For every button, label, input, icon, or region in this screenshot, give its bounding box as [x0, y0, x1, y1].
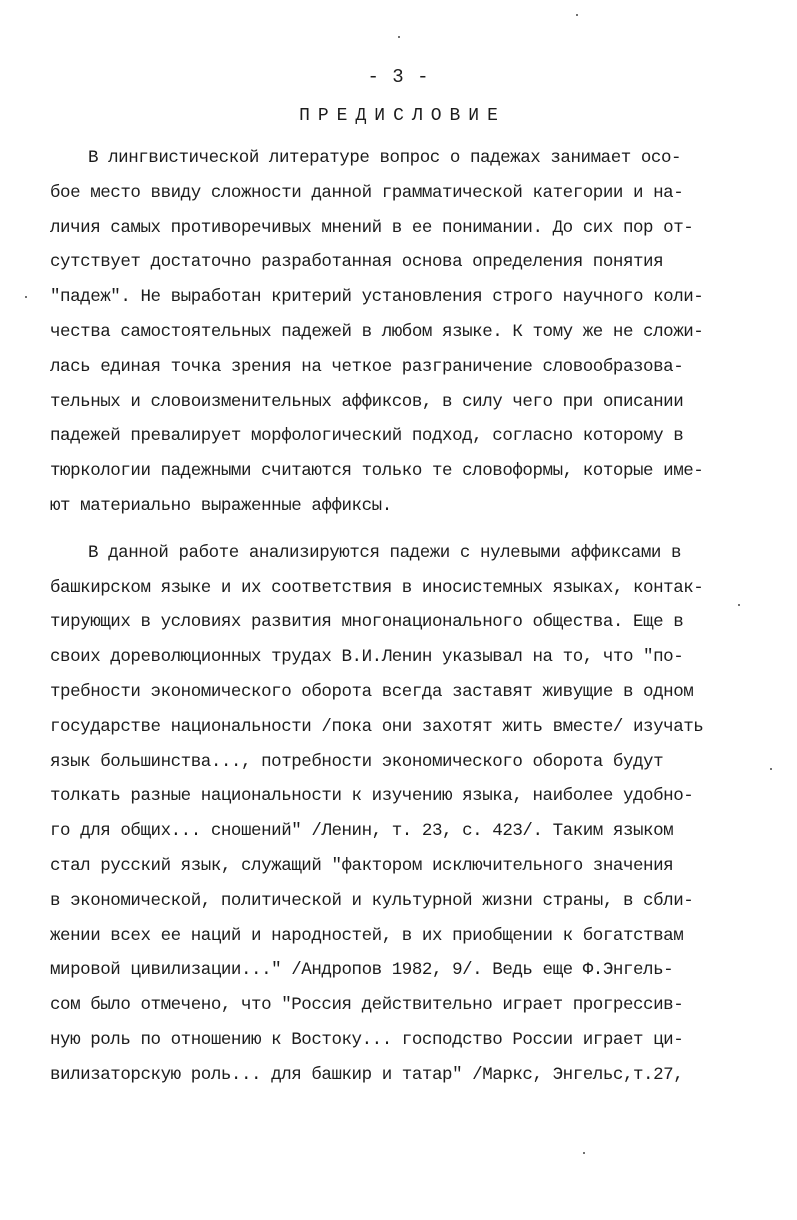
text-line: язык большинства..., потребности экономического оборота будут — [50, 751, 664, 772]
text-line: вилизаторскую роль... для башкир и татар" /Маркс, Энгельс,т.27, — [50, 1064, 684, 1085]
text-line: го для общих... сношений" /Ленин, т. 23, с. 423/. Таким языком — [50, 821, 674, 842]
scan-speck — [583, 1152, 585, 1154]
text-line: тельных и словоизменительных аффиксов, в силу чего при описании — [50, 391, 684, 412]
scan-speck — [398, 36, 400, 38]
text-line: башкирском языке и их соответствия в иносистемных языках, контак- — [50, 577, 704, 598]
scan-speck — [770, 768, 772, 770]
text-line: "падеж". Не выработан критерий установления строго научного коли- — [50, 287, 704, 308]
text-line: своих дореволюционных трудах В.И.Ленин указывал на то, что "по- — [50, 647, 684, 668]
page-number: - 3 - — [367, 66, 430, 88]
section-heading: ПРЕДИСЛОВИЕ — [299, 106, 506, 126]
text-line: тюркологии падежными считаются только те словоформы, которые име- — [50, 461, 704, 482]
text-line: тирующих в условиях развития многонационального общества. Еще в — [50, 612, 684, 633]
text-line: в экономической, политической и культурной жизни страны, в сбли- — [50, 890, 694, 911]
text-line: толкать разные национальности к изучению языка, наиболее удобно- — [50, 786, 694, 807]
paragraph-2 — [50, 536, 770, 1093]
text-line: сом было отмечено, что "Россия действительно играет прогрессив- — [50, 995, 684, 1016]
text-line: чества самостоятельных падежей в любом языке. К тому же не сложи- — [50, 321, 704, 342]
scan-speck — [25, 296, 27, 298]
text-line: требности экономического оборота всегда заставят живущие в одном — [50, 681, 694, 702]
text-line: государстве национальности /пока они захотят жить вместе/ изучать — [50, 716, 704, 737]
text-line: личия самых противоречивых мнений в ее понимании. До сих пор от- — [50, 217, 694, 238]
paragraph-gap — [50, 524, 770, 536]
scan-speck — [576, 14, 578, 16]
scan-speck — [738, 604, 740, 606]
text-line: ную роль по отношению к Востоку... господство России играет ци- — [50, 1029, 684, 1050]
text-line: стал русский язык, служащий "фактором исключительного значения — [50, 855, 674, 876]
text-line: лась единая точка зрения на четкое разграничение словообразова- — [50, 356, 684, 377]
text-line: жении всех ее наций и народностей, в их приобщении к богатствам — [50, 925, 684, 946]
text-line: падежей превалирует морфологический подход, согласно которому в — [50, 426, 684, 447]
text-line: ют материально выраженные аффиксы. — [50, 495, 392, 516]
text-line: мировой цивилизации..." /Андропов 1982, 9/. Ведь еще Ф.Энгель- — [50, 960, 674, 981]
text-line: сутствует достаточно разработанная основа определения понятия — [50, 252, 664, 273]
text-line: В лингвистической литературе вопрос о падежах занимает осо- — [88, 148, 682, 168]
paragraph-1 — [50, 141, 770, 524]
body-text — [50, 141, 770, 1093]
text-line: бое место ввиду сложности данной грамматической категории и на- — [50, 182, 684, 203]
text-line: В данной работе анализируются падежи с нулевыми аффиксами в — [88, 542, 682, 563]
